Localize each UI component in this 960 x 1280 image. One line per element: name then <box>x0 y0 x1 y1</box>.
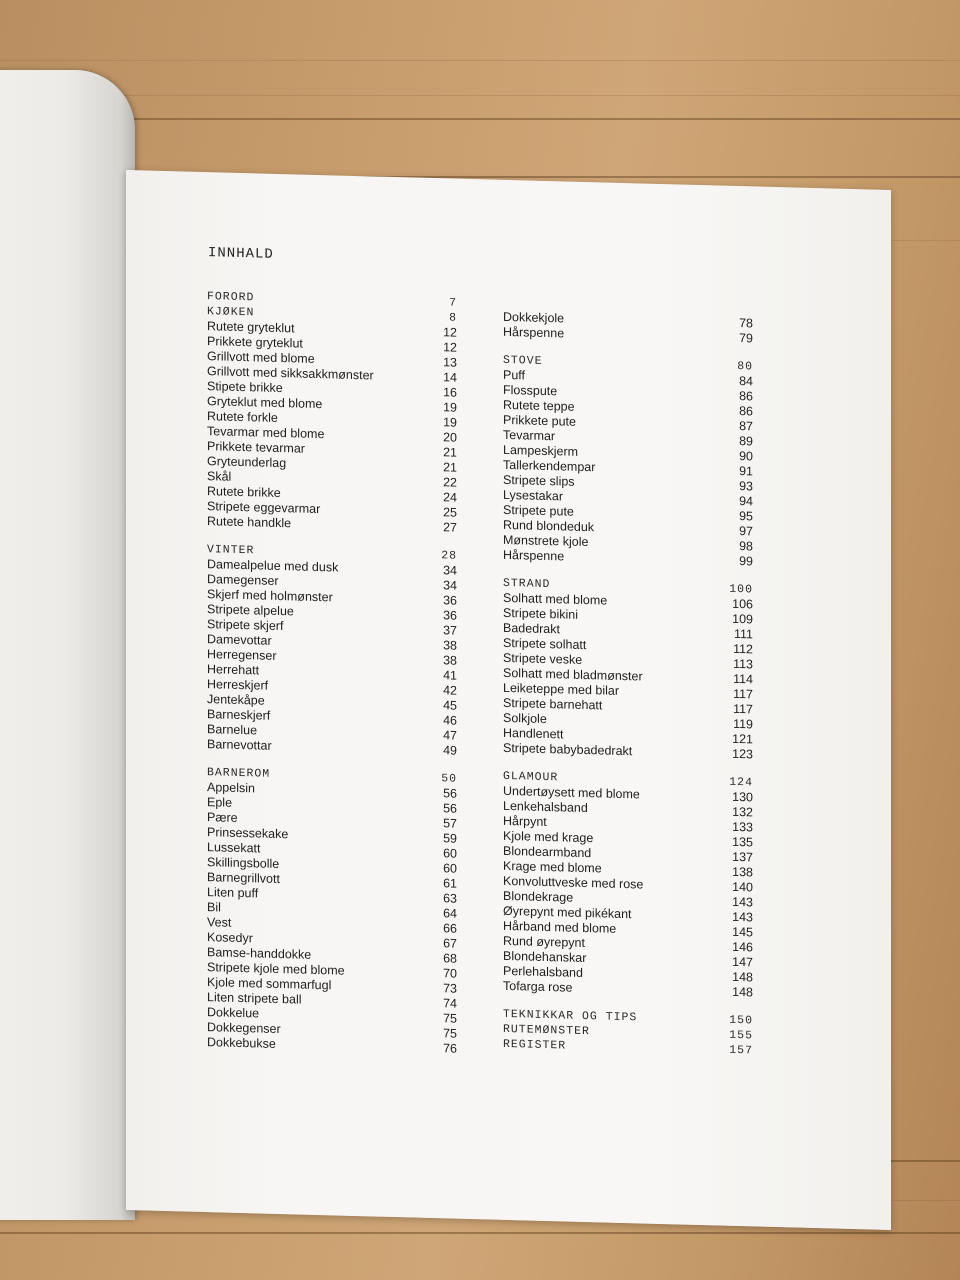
entry-title: Tofarga rose <box>503 978 573 995</box>
entry-title: Blondekrage <box>503 888 574 905</box>
entry-title: Liten stripete ball <box>207 990 302 1007</box>
page-number: 38 <box>443 638 457 653</box>
page-number: 7 <box>449 296 457 310</box>
page-number: 86 <box>739 404 753 419</box>
entry-title: Stripete eggevarmar <box>207 499 321 517</box>
entry-title: Stripete barnehatt <box>503 695 603 713</box>
page-number: 21 <box>443 445 457 460</box>
page-title: INNHALD <box>208 245 274 263</box>
page-number: 16 <box>443 385 457 400</box>
page-number: 67 <box>443 936 457 951</box>
page-number: 78 <box>739 316 753 331</box>
section-title: KJØKEN <box>207 305 255 320</box>
page-number: 22 <box>443 475 457 490</box>
entry-title: Damevottar <box>207 632 272 648</box>
entry-title: Damealpelue med dusk <box>207 557 339 575</box>
page-number: 137 <box>732 849 753 865</box>
page-number: 75 <box>443 1011 457 1026</box>
page-number: 150 <box>729 1013 753 1028</box>
entry-title: Mønstrete kjole <box>503 532 589 550</box>
entry-title: Prinsessekake <box>207 825 289 842</box>
page-number: 117 <box>733 701 753 717</box>
page-number: 27 <box>443 520 457 535</box>
page-number: 106 <box>732 596 753 612</box>
page-number: 50 <box>441 772 457 786</box>
entry-title: Lussekatt <box>207 840 261 856</box>
entry-title: Barnelue <box>207 722 258 738</box>
page-number: 59 <box>443 831 457 846</box>
page-number: 79 <box>739 331 753 346</box>
page-number: 93 <box>739 479 753 494</box>
entry-title: Hårspenne <box>503 547 565 564</box>
entry-title: Skillingsbolle <box>207 855 280 872</box>
entry-title: Krage med blome <box>503 858 602 876</box>
section-title: TEKNIKKAR OG TIPS <box>503 1007 638 1025</box>
page-number: 112 <box>733 641 753 657</box>
page-number: 60 <box>443 846 457 861</box>
entry-title: Kosedyr <box>207 930 253 946</box>
page-number: 113 <box>733 656 753 672</box>
page-number: 157 <box>729 1043 753 1058</box>
entry-title: Rutete handkle <box>207 514 292 531</box>
page-number: 34 <box>443 563 457 578</box>
page-number: 25 <box>443 505 457 520</box>
entry-title: Barnegrillvott <box>207 870 280 887</box>
entry-title: Solhatt med blome <box>503 590 608 608</box>
entry-title: Blondehanskar <box>503 948 587 966</box>
page-number: 42 <box>443 683 457 698</box>
right-toc-column <box>503 310 753 1059</box>
entry-title: Liten puff <box>207 885 259 901</box>
entry-title: Blondearmband <box>503 843 592 861</box>
entry-title: Stripete solhatt <box>503 635 587 653</box>
page-number: 99 <box>739 554 753 569</box>
entry-title: Kjole med krage <box>503 828 594 846</box>
page-number: 86 <box>739 389 753 404</box>
entry-title: Grillvott med sikksakkmønster <box>207 364 374 383</box>
entry-title: Undertøysett med blome <box>503 783 640 802</box>
entry-title: Dokkegenser <box>207 1020 281 1037</box>
entry-title: Gryteklut med blome <box>207 394 323 412</box>
section-title: VINTER <box>207 543 255 558</box>
entry-title: Tevarmar <box>503 427 556 444</box>
entry-title: Lysestakar <box>503 487 563 504</box>
entry-title: Barneskjerf <box>207 707 271 723</box>
page-number: 124 <box>729 775 753 790</box>
entry-title: Rund øyrepynt <box>503 933 585 951</box>
entry-title: Stripete skjerf <box>207 617 284 634</box>
page-number: 49 <box>443 743 457 758</box>
entry-title: Bil <box>207 900 221 915</box>
entry-title: Herregenser <box>207 647 277 663</box>
page-number: 14 <box>443 370 457 385</box>
book-page <box>126 170 891 1230</box>
page-number: 89 <box>739 434 753 449</box>
page-number: 61 <box>443 876 457 891</box>
page-number: 148 <box>732 984 753 1000</box>
entry-title: Bamse-handdokke <box>207 945 312 962</box>
entry-title: Tevarmar med blome <box>207 424 325 442</box>
page-number: 19 <box>443 400 457 415</box>
page-number: 87 <box>739 419 753 434</box>
entry-title: Vest <box>207 915 232 930</box>
page-number: 75 <box>443 1026 457 1041</box>
entry-title: Dokkekjole <box>503 309 565 326</box>
entry-title: Skål <box>207 469 232 484</box>
entry-title: Dokkebukse <box>207 1035 276 1051</box>
page-number: 37 <box>443 623 457 638</box>
page-number: 46 <box>443 713 457 728</box>
entry-title: Rutete gryteklut <box>207 319 295 336</box>
page-number: 56 <box>443 801 457 816</box>
page-number: 21 <box>443 460 457 475</box>
entry-title: Tallerkendempar <box>503 457 596 475</box>
entry-title: Dokkelue <box>207 1005 260 1021</box>
page-number: 68 <box>443 951 457 966</box>
section-title: BARNEROM <box>207 766 271 781</box>
page-number: 34 <box>443 578 457 593</box>
page-number: 91 <box>739 464 753 479</box>
entry-title: Skjerf med holmønster <box>207 587 333 605</box>
entry-title: Gryteunderlag <box>207 454 287 471</box>
page-number: 28 <box>441 549 457 563</box>
entry-title: Eple <box>207 795 233 810</box>
entry-title: Stripete bikini <box>503 605 579 622</box>
entry-title: Herreskjerf <box>207 677 269 693</box>
page-number: 98 <box>739 539 753 554</box>
page-number: 63 <box>443 891 457 906</box>
page-number: 94 <box>739 494 753 509</box>
page-number: 47 <box>443 728 457 743</box>
section-title: STOVE <box>503 353 543 368</box>
page-number: 80 <box>737 360 753 374</box>
entry-title: Lampeskjerm <box>503 442 579 459</box>
entry-title: Prikkete gryteklut <box>207 334 303 351</box>
entry-title: Perlehalsband <box>503 963 583 980</box>
page-number: 60 <box>443 861 457 876</box>
page-number: 13 <box>443 355 457 370</box>
entry-title: Rutete forkle <box>207 409 278 425</box>
page-number: 140 <box>732 879 753 895</box>
entry-title: Hårpynt <box>503 813 547 830</box>
page-number: 119 <box>733 716 753 732</box>
left-page-curl <box>0 70 135 1220</box>
entry-title: Prikkete tevarmar <box>207 439 305 456</box>
entry-title: Damegenser <box>207 572 279 588</box>
section-title: REGISTER <box>503 1037 567 1053</box>
page-number: 143 <box>732 894 753 910</box>
page-number: 74 <box>443 996 457 1011</box>
page-number: 97 <box>739 524 753 539</box>
page-number: 38 <box>443 653 457 668</box>
entry-title: Appelsin <box>207 780 255 796</box>
entry-title: Stripete slips <box>503 472 575 489</box>
page-number: 111 <box>733 626 753 642</box>
page-number: 84 <box>739 374 753 389</box>
entry-title: Stripete babybadedrakt <box>503 740 633 759</box>
page-number: 12 <box>443 325 457 340</box>
page-number: 90 <box>739 449 753 464</box>
page-number: 19 <box>443 415 457 430</box>
entry-title: Rutete brikke <box>207 484 281 501</box>
page-number: 24 <box>443 490 457 505</box>
entry-title: Flosspute <box>503 382 558 399</box>
entry-title: Stipete brikke <box>207 379 283 396</box>
entry-title: Solhatt med bladmønster <box>503 665 643 684</box>
page-number: 45 <box>443 698 457 713</box>
section-title: STRAND <box>503 576 551 592</box>
page-number: 56 <box>443 786 457 801</box>
page-number: 12 <box>443 340 457 355</box>
entry-title: Stripete kjole med blome <box>207 960 345 978</box>
entry-title: Barnevottar <box>207 737 272 753</box>
page-number: 66 <box>443 921 457 936</box>
entry-title: Grillvott med blome <box>207 349 315 366</box>
entry-title: Hårband med blome <box>503 918 617 936</box>
entry-title: Stripete alpelue <box>207 602 294 619</box>
page-number: 147 <box>732 954 753 970</box>
page-number: 64 <box>443 906 457 921</box>
page-number: 146 <box>732 939 753 955</box>
entry-title: Badedrakt <box>503 620 560 637</box>
entry-title: Stripete pute <box>503 502 574 519</box>
page-number: 100 <box>729 582 753 597</box>
entry-title: Jentekåpe <box>207 692 265 708</box>
entry-title: Rund blondeduk <box>503 517 595 535</box>
entry-title: Lenkehalsband <box>503 798 588 816</box>
page-number: 8 <box>449 311 457 325</box>
page-number: 95 <box>739 509 753 524</box>
page-number: 155 <box>729 1028 753 1043</box>
entry-title: Øyrepynt med pikékant <box>503 903 632 922</box>
entry-title: Konvoluttveske med rose <box>503 873 644 892</box>
page-number: 57 <box>443 816 457 831</box>
page-number: 41 <box>443 668 457 683</box>
page-number: 148 <box>732 969 753 985</box>
page-number: 36 <box>443 608 457 623</box>
page-number: 73 <box>443 981 457 996</box>
page-number: 76 <box>443 1041 457 1056</box>
section-title: GLAMOUR <box>503 769 559 785</box>
page-number: 130 <box>732 789 753 805</box>
page-number: 132 <box>732 804 753 820</box>
entry-title: Prikkete pute <box>503 412 576 429</box>
entry-title: Puff <box>503 367 526 383</box>
page-number: 121 <box>732 731 753 747</box>
page-number: 145 <box>732 924 753 940</box>
entry-title: Pære <box>207 810 238 825</box>
page-number: 123 <box>732 746 753 762</box>
page-number: 138 <box>732 864 753 880</box>
entry-title: Handlenett <box>503 725 564 742</box>
page-number: 114 <box>733 671 753 687</box>
entry-title: Solkjole <box>503 710 547 727</box>
page-number: 117 <box>733 686 753 702</box>
page-number: 20 <box>443 430 457 445</box>
section-title: FORORD <box>207 290 255 305</box>
entry-title: Rutete teppe <box>503 397 575 414</box>
page-number: 36 <box>443 593 457 608</box>
entry-title: Hårspenne <box>503 324 565 341</box>
section-title: RUTEMØNSTER <box>503 1022 590 1039</box>
entry-title: Leiketeppe med bilar <box>503 680 620 698</box>
page-number: 135 <box>732 834 753 850</box>
entry-title: Herrehatt <box>207 662 260 678</box>
page-number: 143 <box>732 909 753 925</box>
entry-title: Kjole med sommarfugl <box>207 975 332 993</box>
entry-title: Stripete veske <box>503 650 583 667</box>
page-number: 70 <box>443 966 457 981</box>
page-number: 133 <box>732 819 753 835</box>
left-toc-column <box>207 289 477 1057</box>
page-number: 109 <box>732 611 753 627</box>
